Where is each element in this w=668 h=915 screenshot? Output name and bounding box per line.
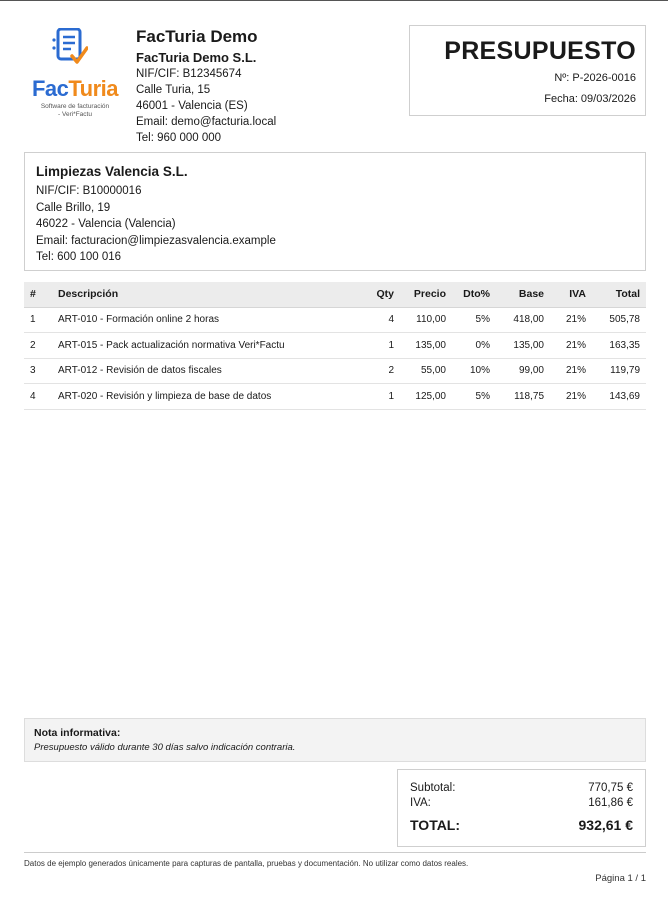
row-total: 119,79 bbox=[592, 358, 646, 384]
subtotal-label: Subtotal: bbox=[410, 782, 456, 794]
table-header-row bbox=[24, 282, 646, 307]
client-name: Limpiezas Valencia S.L. bbox=[36, 164, 188, 179]
client-phone: Tel: 600 100 016 bbox=[36, 251, 122, 263]
row-number: 1 bbox=[24, 307, 52, 333]
col-header-price: Precio bbox=[400, 282, 452, 307]
logo-wordmark: FacTuria bbox=[31, 76, 119, 101]
note-title: Nota informativa: bbox=[34, 727, 121, 739]
row-base: 118,75 bbox=[496, 384, 550, 410]
logo-subtitle: Software de facturación - Veri*Factu bbox=[40, 103, 110, 118]
col-header-qty: Qty bbox=[358, 282, 400, 307]
total-row bbox=[410, 816, 633, 834]
row-description: ART-015 - Pack actualización normativa Veri*Factu bbox=[52, 333, 358, 359]
row-number: 4 bbox=[24, 384, 52, 410]
col-header-iva: IVA bbox=[550, 282, 592, 307]
document-title: PRESUPUESTO bbox=[444, 37, 636, 65]
table-row bbox=[24, 307, 646, 333]
informative-note bbox=[24, 718, 646, 762]
col-header-total: Total bbox=[592, 282, 646, 307]
table-row bbox=[24, 358, 646, 384]
row-discount: 10% bbox=[452, 358, 496, 384]
table-row bbox=[24, 384, 646, 410]
row-qty: 1 bbox=[358, 384, 400, 410]
footer-disclaimer: Datos de ejemplo generados únicamente para capturas de pantalla, pruebas y documentación. No utilizar como datos reales. bbox=[24, 859, 469, 868]
issuer-name: FacTuria Demo bbox=[136, 27, 258, 46]
row-iva: 21% bbox=[550, 384, 592, 410]
row-number: 2 bbox=[24, 333, 52, 359]
row-iva: 21% bbox=[550, 333, 592, 359]
issuer-address: Calle Turia, 15 bbox=[136, 84, 211, 96]
col-header-base: Base bbox=[496, 282, 550, 307]
row-description: ART-020 - Revisión y limpieza de base de datos bbox=[52, 384, 358, 410]
row-total: 505,78 bbox=[592, 307, 646, 333]
issuer-info bbox=[136, 27, 396, 146]
subtotal-row bbox=[410, 781, 633, 796]
line-items-table bbox=[24, 282, 646, 410]
iva-label: IVA: bbox=[410, 797, 431, 809]
client-info-box bbox=[24, 152, 646, 271]
document-check-icon bbox=[52, 28, 88, 74]
col-header-discount: Dto% bbox=[452, 282, 496, 307]
row-price: 110,00 bbox=[400, 307, 452, 333]
total-value: 932,61 € bbox=[578, 817, 633, 833]
row-description: ART-010 - Formación online 2 horas bbox=[52, 307, 358, 333]
row-price: 55,00 bbox=[400, 358, 452, 384]
issuer-legal-name: FacTuria Demo S.L. bbox=[136, 50, 257, 65]
row-total: 143,69 bbox=[592, 384, 646, 410]
iva-value: 161,86 € bbox=[588, 797, 633, 809]
table-row bbox=[24, 333, 646, 359]
row-base: 418,00 bbox=[496, 307, 550, 333]
row-qty: 2 bbox=[358, 358, 400, 384]
row-description: ART-012 - Revisión de datos fiscales bbox=[52, 358, 358, 384]
row-qty: 4 bbox=[358, 307, 400, 333]
row-base: 135,00 bbox=[496, 333, 550, 359]
row-iva: 21% bbox=[550, 307, 592, 333]
page-number: Página 1 / 1 bbox=[595, 873, 646, 884]
row-discount: 0% bbox=[452, 333, 496, 359]
row-number: 3 bbox=[24, 358, 52, 384]
issuer-nif: NIF/CIF: B12345674 bbox=[136, 68, 242, 80]
issuer-email: Email: demo@facturia.local bbox=[136, 116, 277, 128]
client-city: 46022 - Valencia (Valencia) bbox=[36, 218, 176, 230]
note-body: Presupuesto válido durante 30 días salvo indicación contraria. bbox=[34, 742, 296, 753]
row-total: 163,35 bbox=[592, 333, 646, 359]
row-price: 135,00 bbox=[400, 333, 452, 359]
totals-box bbox=[397, 769, 646, 847]
iva-row bbox=[410, 796, 633, 811]
row-iva: 21% bbox=[550, 358, 592, 384]
row-price: 125,00 bbox=[400, 384, 452, 410]
subtotal-value: 770,75 € bbox=[588, 782, 633, 794]
top-rule bbox=[0, 0, 668, 1]
document-date: Fecha: 09/03/2026 bbox=[544, 93, 636, 105]
row-base: 99,00 bbox=[496, 358, 550, 384]
client-email: Email: facturacion@limpiezasvalencia.example bbox=[36, 234, 276, 247]
row-qty: 1 bbox=[358, 333, 400, 359]
row-discount: 5% bbox=[452, 384, 496, 410]
client-address: Calle Brillo, 19 bbox=[36, 201, 111, 214]
footer-divider bbox=[24, 852, 646, 853]
document-number: Nº: P-2026-0016 bbox=[554, 72, 636, 84]
document-header-box bbox=[409, 25, 646, 116]
issuer-city: 46001 - Valencia (ES) bbox=[136, 100, 248, 112]
total-label: TOTAL: bbox=[410, 817, 461, 833]
row-discount: 5% bbox=[452, 307, 496, 333]
company-logo bbox=[24, 26, 126, 122]
issuer-phone: Tel: 960 000 000 bbox=[136, 132, 222, 144]
client-nif: NIF/CIF: B10000016 bbox=[36, 185, 142, 197]
col-header-description: Descripción bbox=[52, 282, 358, 307]
col-header-number: # bbox=[24, 282, 52, 307]
